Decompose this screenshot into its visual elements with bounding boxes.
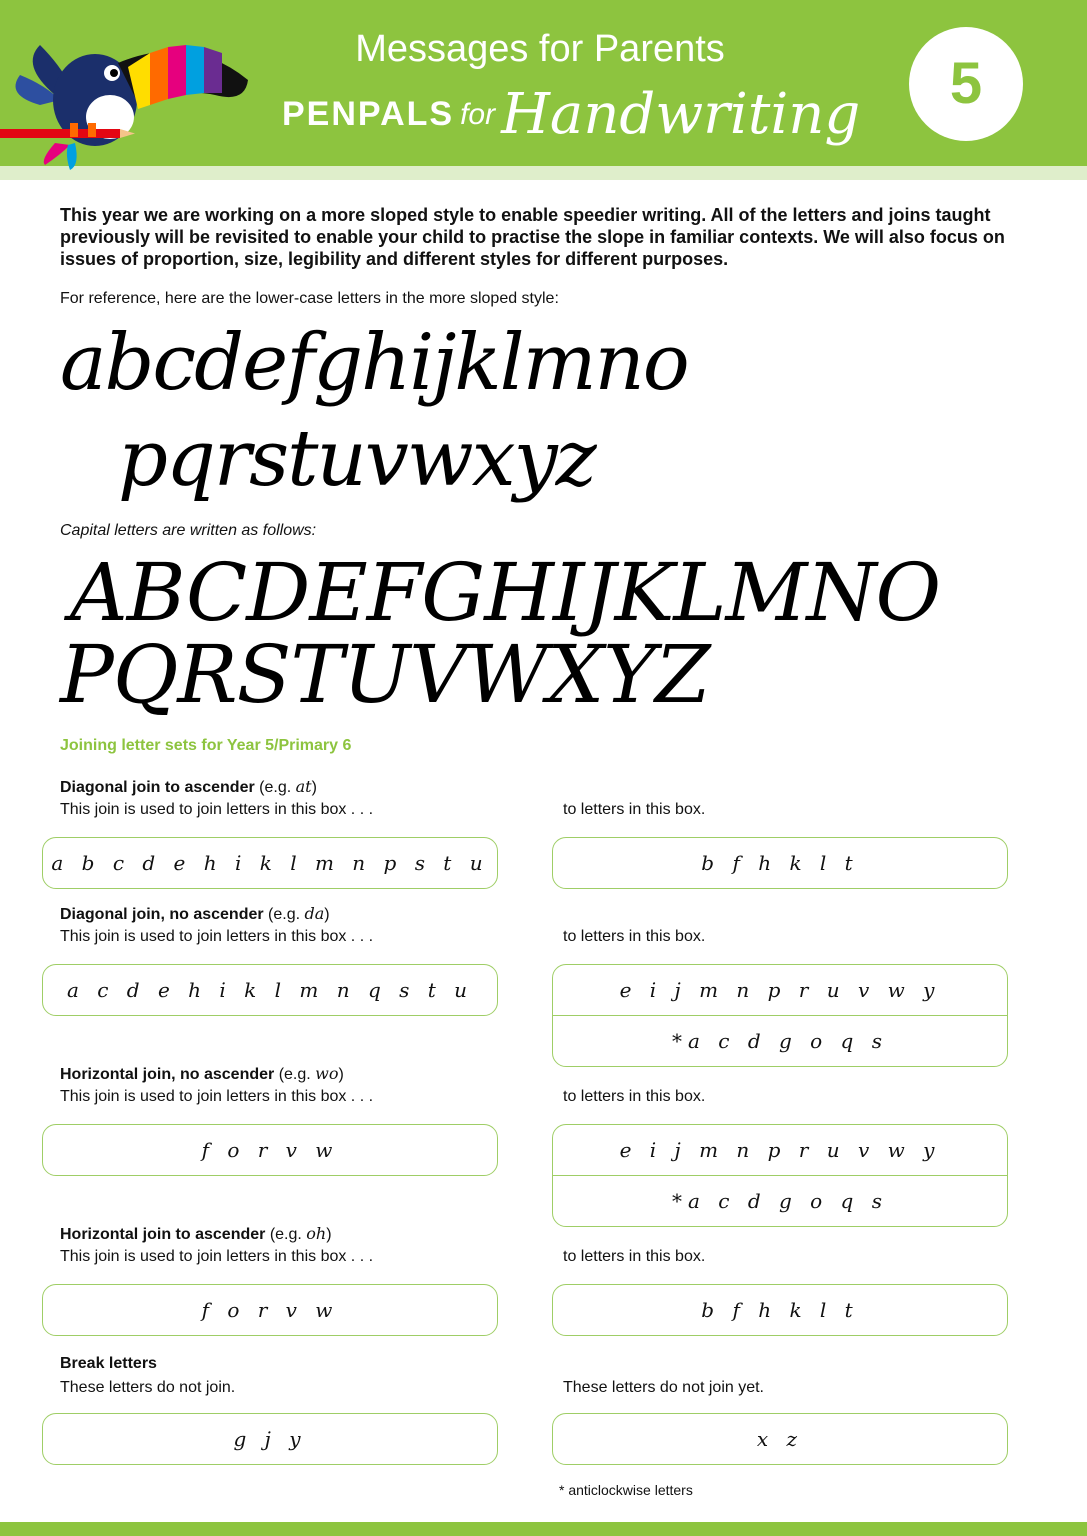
letters-box-left — [42, 1284, 498, 1336]
letter-set: x z — [756, 1427, 804, 1451]
break-box-left — [42, 1413, 498, 1465]
letter-set: g j y — [233, 1427, 307, 1451]
join-desc-right: to letters in this box. — [563, 801, 706, 818]
join-desc-left: This join is used to join letters in this box . . . — [60, 928, 374, 945]
letters-box-left — [42, 837, 498, 889]
join-heading: Horizontal join to ascender (e.g. oh) — [60, 1224, 332, 1243]
break-heading: Break letters — [60, 1355, 157, 1372]
join-heading: Horizontal join, no ascender (e.g. wo) — [60, 1064, 344, 1083]
header-title: Messages for Parents — [355, 28, 725, 70]
letter-set: f o r v w — [201, 1298, 339, 1322]
join-heading: Diagonal join, no ascender (e.g. da) — [60, 904, 330, 923]
year-number-badge: 5 — [909, 27, 1023, 141]
join-desc-left: This join is used to join letters in this box . . . — [60, 1088, 374, 1105]
letter-set: f o r v w — [201, 1138, 339, 1162]
join-example: wo — [315, 1064, 339, 1083]
footnote: * anticlockwise letters — [559, 1482, 693, 1498]
capitals-label: Capital letters are written as follows: — [60, 522, 317, 539]
uppercase-line-2: PQRSTUVWXYZ — [60, 628, 710, 721]
footer-strip — [0, 1522, 1087, 1536]
join-desc-right: to letters in this box. — [563, 1088, 706, 1105]
intro-paragraph: This year we are working on a more sloped style to enable speedier writing. All of the letters and joins taught previously will be revisited to enable your child to practise the slope in familiar contexts. We will also focus on issues of proportion, size, legibility and different styles for different purposes. — [60, 205, 1005, 269]
letters-box-right — [552, 1124, 1008, 1227]
join-heading: Diagonal join to ascender (e.g. at) — [60, 777, 317, 796]
join-desc-right: to letters in this box. — [563, 928, 706, 945]
letter-set: a b c d e h i k l m n p s t u — [51, 851, 489, 875]
lowercase-line-1: abcdefghijklmno — [60, 318, 688, 408]
reference-label: For reference, here are the lower-case letters in the more sloped style: — [60, 290, 559, 307]
break-box-right — [552, 1413, 1008, 1465]
letters-box-right — [552, 1284, 1008, 1336]
join-example: oh — [306, 1224, 327, 1243]
letters-box-right — [552, 964, 1008, 1067]
brand-for: for — [460, 97, 496, 131]
uppercase-line-1: ABCDEFGHIJKLMNO — [70, 546, 941, 639]
join-desc-right: to letters in this box. — [563, 1248, 706, 1265]
brand-penpals: PENPALS — [282, 95, 455, 133]
join-example: da — [304, 904, 325, 923]
lowercase-line-2: pqrstuvwxyz — [118, 414, 595, 504]
letter-set: *a c d g o q s — [553, 1015, 1007, 1066]
letters-box-right — [552, 837, 1008, 889]
letter-set: *a c d g o q s — [553, 1175, 1007, 1226]
toucan-mascot-icon — [0, 25, 260, 175]
break-desc-left: These letters do not join. — [60, 1379, 236, 1396]
letters-box-left — [42, 1124, 498, 1176]
break-desc-right: These letters do not join yet. — [563, 1379, 764, 1396]
letters-box-left — [42, 964, 498, 1016]
join-example: at — [295, 777, 312, 796]
brand-handwriting: Handwriting — [501, 82, 861, 147]
letter-set: a c d e h i k l m n q s t u — [66, 978, 474, 1002]
letter-set: e i j m n p r u v w y — [619, 1138, 941, 1162]
join-desc-left: This join is used to join letters in this box . . . — [60, 1248, 374, 1265]
brand-logo — [282, 82, 860, 147]
letter-set: b f h k l t — [701, 851, 859, 875]
join-desc-left: This join is used to join letters in this box . . . — [60, 801, 374, 818]
letter-set: b f h k l t — [701, 1298, 859, 1322]
section-title: Joining letter sets for Year 5/Primary 6 — [60, 737, 352, 754]
letter-set: e i j m n p r u v w y — [619, 978, 941, 1002]
